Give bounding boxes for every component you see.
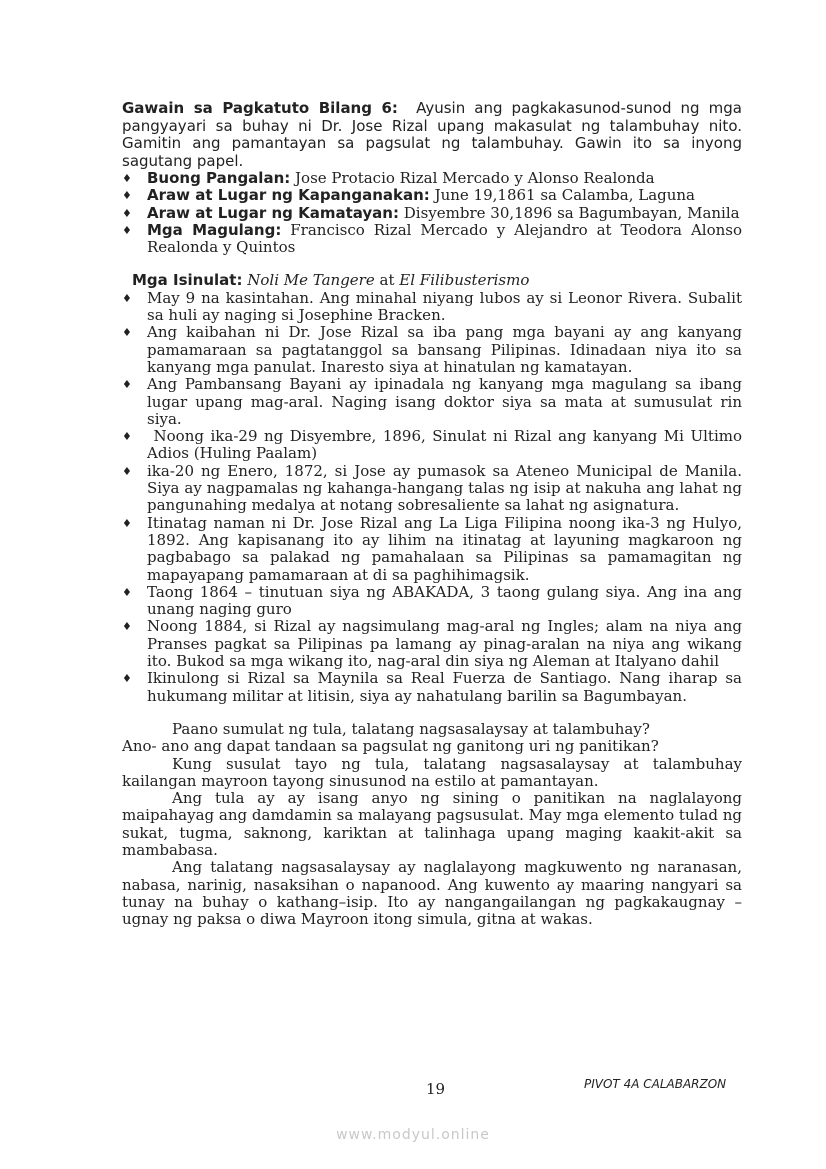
event-item xyxy=(122,515,742,584)
fact-item xyxy=(122,187,742,204)
explanation-section xyxy=(122,721,742,929)
writings-connector: at xyxy=(379,271,395,290)
paragraph-3: Ang talatang nagsasalaysay ay naglalayong magkuwento ng naranasan, nabasa, narinig, nasaksihan o napanood. Ang kuwento ay maaring nangyari sa tunay na buhay o kathang–isip. Ito ay nangangailangan ng pagkakaugnay – ugnay ng paksa o diwa Mayroon itong simula, gitna at wakas. xyxy=(122,858,742,929)
paragraph-2: Ang tula ay ay isang anyo ng sining o panitikan na naglalayong maipahayag ang damdamin sa malayang pagsusulat. May mga elemento tulad ng sukat, tugma, saknong, kariktan at talinhaga upang maging kaakit-akit sa mambabasa. xyxy=(122,789,742,859)
fact-item xyxy=(122,205,742,222)
event-text: May 9 na kasintahan. Ang minahal niyang lubos ay si Leonor Rivera. Subalit sa huli ay naging si Josephine Bracken. xyxy=(147,288,742,325)
event-item xyxy=(122,670,742,705)
event-text: Noong 1884, si Rizal ay nagsimulang mag-aral ng Ingles; alam na niya ang Pranses pagkat sa Pilipinas pa lamang ay pinag-aralan na niya ang wikang ito. Bukod sa mga wikang ito, nag-aral din siya ng Aleman at Italyano dahil xyxy=(147,617,742,671)
fact-value: June 19,1861 sa Calamba, Laguna xyxy=(434,186,695,205)
event-text: Ang kaibahan ni Dr. Jose Rizal sa iba pang mga bayani ay ang kanyang pamamaraan sa pagtatanggol sa bansang Pilipinas. Idinadaan niya ito sa kanyang mga panulat. Inaresto siya at hinatulan ng kamatayan. xyxy=(147,323,742,376)
diamond-bullet-icon: ♦ xyxy=(122,326,132,340)
page-body xyxy=(122,99,747,929)
diamond-bullet-icon: ♦ xyxy=(122,672,132,686)
event-item xyxy=(122,427,747,463)
writings-heading xyxy=(132,272,742,289)
writings-work-2: El Filibusterismo xyxy=(399,271,530,290)
page-number: 19 xyxy=(426,1080,446,1098)
event-item xyxy=(122,584,742,619)
event-text: Ang Pambansang Bayani ay ipinadala ng kanyang mga magulang sa ibang lugar upang mag-aral. Naging isang doktor siya sa mata at sumusulat rin siya. xyxy=(147,375,742,428)
event-item xyxy=(122,463,742,515)
question-2: Ano- ano ang dapat tandaan sa pagsulat ng ganitong uri ng panitikan? xyxy=(122,737,659,756)
fact-item xyxy=(122,222,742,257)
writings-work-1: Noli Me Tangere xyxy=(247,271,375,290)
events-list xyxy=(122,288,747,705)
fact-value: Francisco Rizal Mercado y Alejandro at Teodora Alonso Realonda y Quintos xyxy=(147,220,742,257)
diamond-bullet-icon: ♦ xyxy=(122,189,132,203)
fact-item xyxy=(122,170,742,187)
event-item xyxy=(122,376,742,428)
activity-intro xyxy=(122,100,742,170)
fact-value: Disyembre 30,1896 sa Bagumbayan, Manila xyxy=(403,203,740,222)
fact-label: Buong Pangalan: xyxy=(147,169,291,187)
event-text: Ikinulong si Rizal sa Maynila sa Real Fuerza de Santiago. Nang iharap sa hukumang militar at litisin, siya ay nahatulang barilin sa Bagumbayan. xyxy=(147,669,742,705)
event-item xyxy=(122,290,742,325)
fact-label: Mga Magulang: xyxy=(147,220,282,239)
activity-label: Gawain sa Pagkatuto Bilang 6: xyxy=(122,99,398,117)
diamond-bullet-icon: ♦ xyxy=(122,585,132,599)
event-text: Itinatag naman ni Dr. Jose Rizal ang La Liga Filipina noong ika-3 ng Hulyo, 1892. Ang kapisanang ito ay lihim na itinatag at layuning magkaroon ng pagbabago sa palakad ng pamahalaan sa Pilipinas sa pamamagitan ng mapayapang pamamaraan at di sa paghihimagsik. xyxy=(147,513,742,584)
activity-instruction: Ayusin ang pagkakasunod-sunod ng mga pangyayari sa buhay ni Dr. Jose Rizal upang makasulat ng talambuhay nito. Gamitin ang pamantayan sa pagsulat ng talambuhay. Gawin ito sa inyong sagutang papel. xyxy=(122,99,742,170)
watermark-link[interactable]: www.modyul.online xyxy=(336,1127,490,1143)
diamond-bullet-icon: ♦ xyxy=(122,223,132,237)
fact-label: Araw at Lugar ng Kamatayan: xyxy=(147,203,399,222)
event-item xyxy=(122,618,742,670)
event-text: Noong ika-29 ng Disyembre, 1896, Sinulat ni Rizal ang kanyang Mi Ultimo Adios (Huling Paalam) xyxy=(147,427,747,463)
paragraph-1: Kung susulat tayo ng tula, talatang nagsasalaysay at talambuhay kailangan mayroon tayong sinusunod na estilo at pamantayan. xyxy=(122,754,742,790)
series-label: PIVOT 4A CALABARZON xyxy=(584,1077,727,1091)
question-1: Paano sumulat ng tula, talatang nagsasalaysay at talambuhay? xyxy=(172,719,650,738)
event-item xyxy=(122,324,742,376)
diamond-bullet-icon: ♦ xyxy=(122,172,132,185)
writings-label: Mga Isinulat: xyxy=(132,271,243,290)
facts-list xyxy=(122,170,742,256)
diamond-bullet-icon: ♦ xyxy=(122,620,132,634)
event-text: Taong 1864 – tinutuan siya ng ABAKADA, 3 taong gulang siya. Ang ina ang unang naging guro xyxy=(147,582,742,619)
diamond-bullet-icon: ♦ xyxy=(122,206,132,220)
diamond-bullet-icon: ♦ xyxy=(122,464,132,478)
fact-label: Araw at Lugar ng Kapanganakan: xyxy=(147,186,430,205)
diamond-bullet-icon: ♦ xyxy=(122,430,132,444)
fact-value: Jose Protacio Rizal Mercado y Alonso Realonda xyxy=(295,169,655,187)
diamond-bullet-icon: ♦ xyxy=(122,378,132,392)
diamond-bullet-icon: ♦ xyxy=(122,291,132,305)
event-text: ika-20 ng Enero, 1872, si Jose ay pumasok sa Ateneo Municipal de Manila. Siya ay nagpamalas ng kahanga-hangang talas ng isip at nakuha ang lahat ng pangunahing medalya at notang sobresaliente sa lahat ng asignatura. xyxy=(147,461,742,515)
diamond-bullet-icon: ♦ xyxy=(122,516,132,530)
